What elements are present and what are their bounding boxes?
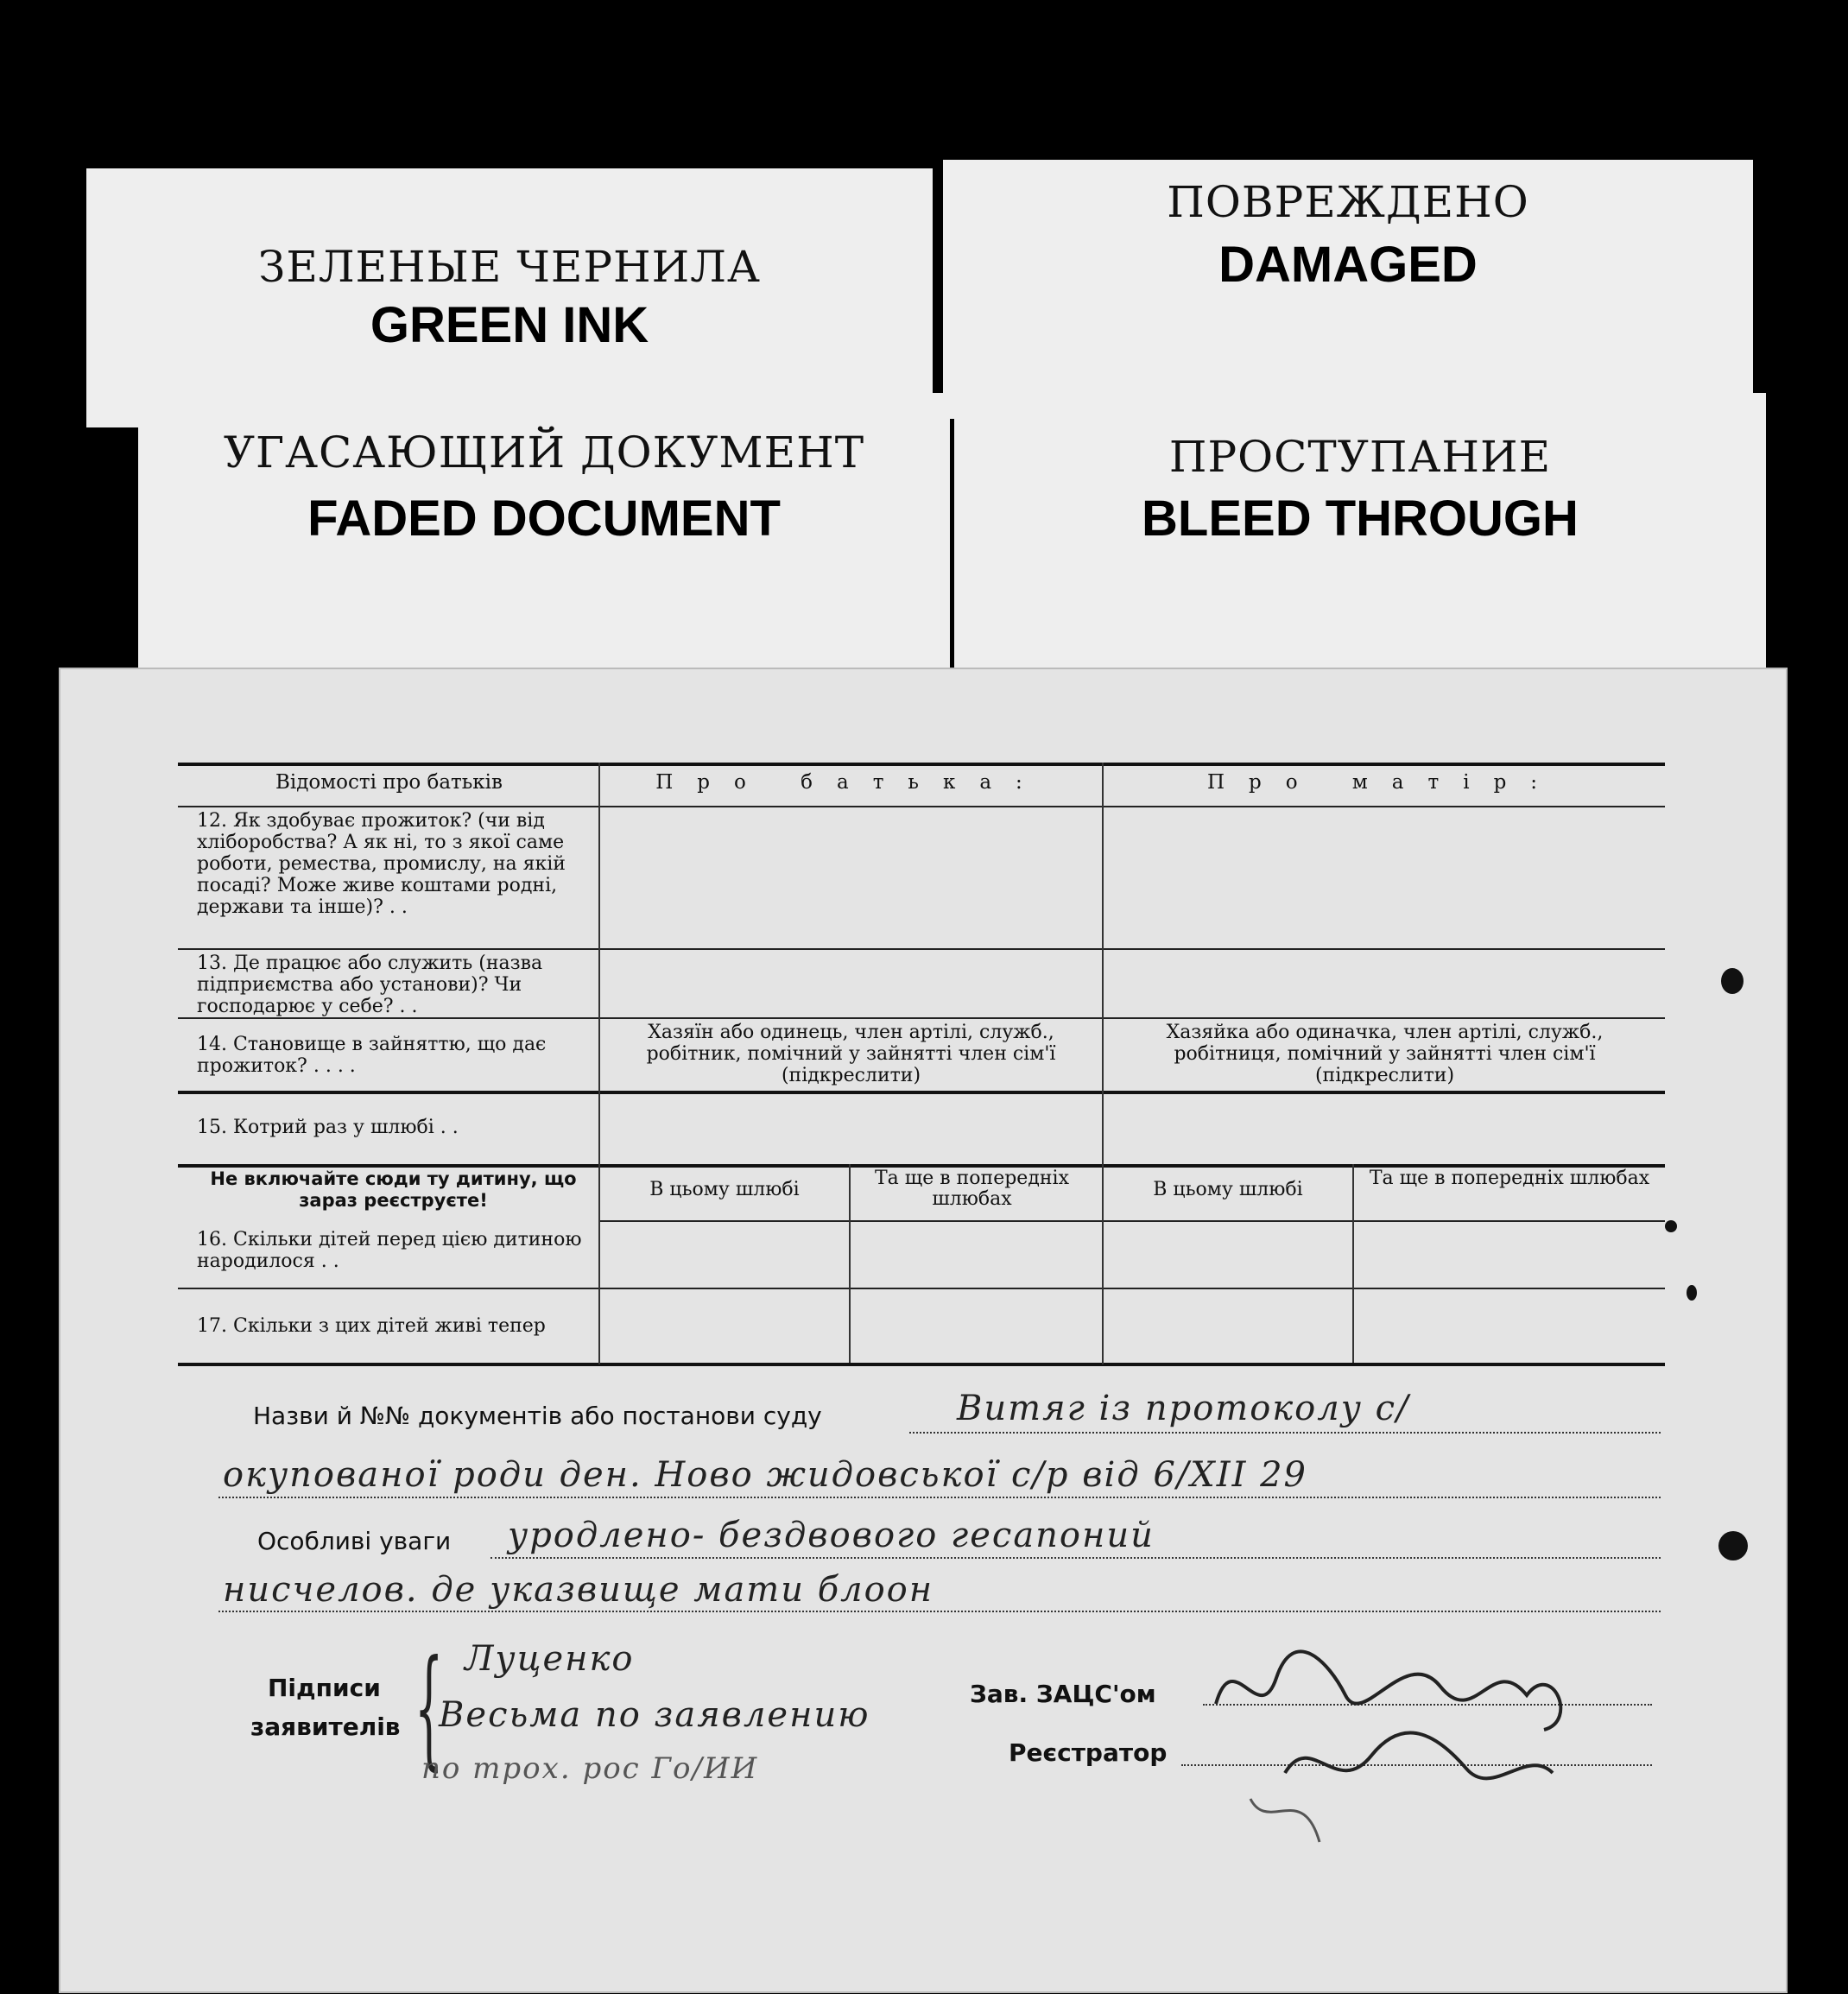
damage-mark [1665, 1220, 1677, 1232]
header-father: Про батька: [655, 771, 1047, 794]
children-exclusion-note: Не включайте сюди ту дитину, що зараз реєструєте! [210, 1168, 577, 1211]
applicant-signature-2: Весьма по заявлению [439, 1695, 870, 1735]
mother-this-marriage-header: В цьому шлюбі [1153, 1179, 1303, 1200]
faded-ru: УГАСАЮЩИЙ ДОКУМЕНТ [223, 427, 865, 478]
faded-en: FADED DOCUMENT [307, 491, 781, 547]
father-prev-marriages-header: Та ще в попередніх шлюбах [875, 1168, 1069, 1210]
damaged-label-card [943, 160, 1753, 419]
head-zags-label: Зав. ЗАЦС'ом [970, 1680, 1156, 1708]
bleed-ru: ПРОСТУПАНИЕ [1168, 432, 1552, 482]
row-17-question: 17. Скільки з цих дітей живі тепер [197, 1315, 546, 1337]
green-ink-label-card [86, 168, 933, 427]
row-14-father-options: Хазяїн або одинець, член артілі, служб., робітник, помічний у зайнятті член сім'ї (підкреслити) [646, 1022, 1056, 1086]
documents-handwriting-1: Витяг із протоколу с/ [957, 1389, 1410, 1428]
registrar-label: Реєстратор [1009, 1738, 1168, 1767]
green-ink-en: GREEN INK [370, 297, 649, 353]
signatures-label-2: заявителів [250, 1712, 401, 1741]
notes-handwriting-2: нисчелов. де указвище мати блоон [223, 1570, 934, 1610]
father-this-marriage-header: В цьому шлюбі [649, 1179, 800, 1200]
row-14-question: 14. Становище в зайняттю, що дає прожиток? . . . . [197, 1034, 547, 1077]
documents-label: Назви й №№ документів або постанови суду [253, 1402, 822, 1430]
registration-form-page [59, 668, 1788, 1993]
row-15-question: 15. Котрий раз у шлюбі . . [197, 1117, 459, 1138]
header-mother: Про матір: [1206, 771, 1562, 794]
applicant-signature-1: Луценко [465, 1639, 635, 1679]
head-signature-scribble [1181, 1626, 1630, 1851]
punch-hole-bottom [1718, 1531, 1748, 1560]
faded-document-label-card [138, 393, 950, 669]
damaged-en: DAMAGED [1218, 237, 1478, 293]
bleed-through-label-card [954, 393, 1766, 669]
row-16-question: 16. Скільки дітей перед цією дитиною народилося . . [197, 1229, 582, 1272]
signatures-label-1: Підписи [268, 1674, 381, 1702]
documents-handwriting-2: окупованої роди ден. Ново жидовської с/р від 6/XII 29 [223, 1455, 1307, 1495]
row-12-question: 12. Як здобуває прожиток? (чи від хліборобства? А як ні, то з якої саме роботи, ремества, промислу, на якій посаді? Може живе коштами родні, держави та інше)? . . [197, 810, 566, 918]
notes-handwriting-1: уродлено- бездвового гесапоний [508, 1516, 1155, 1555]
damage-mark-2 [1687, 1285, 1697, 1301]
row-14-mother-options: Хазяйка або одиначка, член артілі, служб., робітниця, помічний у зайнятті член сім'ї (підкреслити) [1166, 1022, 1604, 1086]
bleed-en: BLEED THROUGH [1142, 491, 1579, 547]
green-ink-ru: ЗЕЛЕНЫЕ ЧЕРНИЛА [258, 242, 761, 292]
mother-prev-marriages-header: Та ще в попередніх шлюбах [1369, 1168, 1650, 1189]
damaged-ru: ПОВРЕЖДЕНО [1167, 177, 1529, 227]
row-13-question: 13. Де працює або служить (назва підприємства або установи)? Чи господарює у себе? . . [197, 953, 543, 1017]
applicant-signature-3: по трох. рос Го/ИИ [421, 1751, 759, 1786]
notes-label: Особливі уваги [257, 1527, 452, 1555]
header-parents-info: Відомості про батьків [275, 771, 503, 794]
signatures-brace: { [415, 1633, 444, 1783]
punch-hole-top [1721, 968, 1744, 994]
